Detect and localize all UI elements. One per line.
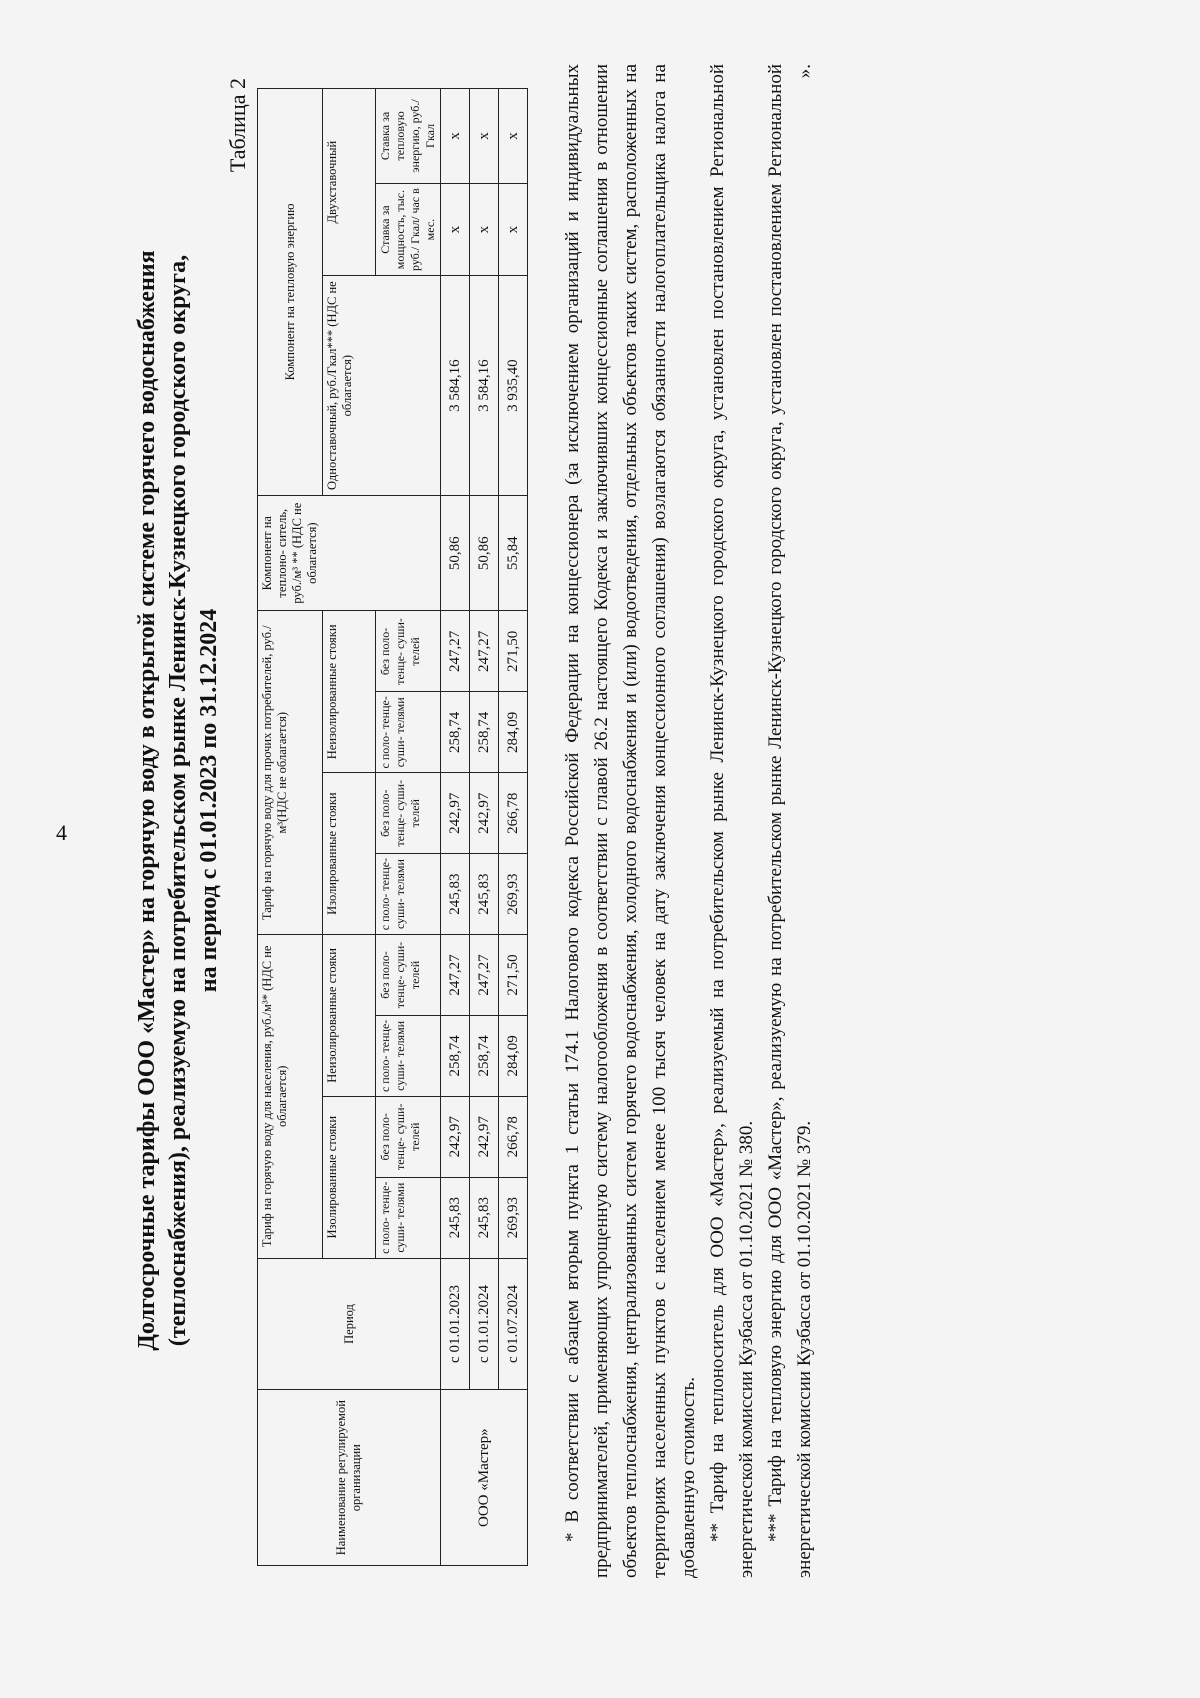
header-oth-nonins-with: с поло- тенце- суши- телями xyxy=(376,692,441,773)
header-single-rate: Одноставочный, руб./Гкал*** (НДС не облагается) xyxy=(323,276,441,496)
value-cell: 284,09 xyxy=(499,692,528,773)
footnote-carrier: ** Тариф на теплоноситель для ООО «Мастер», реализуемый на потребительском рынке Ленинск-Кузнецкого городского округа, установлен постановлением Региональной энергетической комиссии Кузбасса от 01.10.2021 № 380. xyxy=(707,64,757,1578)
table-row xyxy=(470,89,499,1566)
value-cell: 242,97 xyxy=(441,1096,470,1177)
document-title xyxy=(132,58,225,1578)
header-oth-nonins-without: без поло- тенце- суши- телей xyxy=(376,611,441,692)
value-cell: 258,74 xyxy=(470,692,499,773)
value-cell: 247,27 xyxy=(441,611,470,692)
value-cell: 242,97 xyxy=(470,1096,499,1177)
header-oth-non-insulated: Неизолированные стояки xyxy=(323,611,376,773)
period-cell: с 01.01.2023 xyxy=(441,1258,470,1390)
footnote-energy-text: *** Тариф на тепловую энергию для ООО «Мастер», реализуемую на потребительском рынке Ленинск-Кузнецкого городского округа, установлен постановлением Региональной энергетической комиссии Кузбасса от 01.10.2021 № 379. xyxy=(765,64,815,1578)
header-period: Период xyxy=(258,1258,441,1390)
value-cell: 247,27 xyxy=(441,935,470,1016)
header-oth-insulated: Изолированные стояки xyxy=(323,773,376,935)
header-pop-ins-with: с поло- тенце- суши- телями xyxy=(376,1177,441,1258)
period-cell: с 01.07.2024 xyxy=(499,1258,528,1390)
title-line-2: (теплоснабжения), реализуемую на потребительском рынке Ленинск-Кузнецкого городского округа, xyxy=(165,254,191,1347)
value-cell: 258,74 xyxy=(441,692,470,773)
header-oth-ins-with: с поло- тенце- суши- телями xyxy=(376,854,441,935)
value-cell: 245,83 xyxy=(470,854,499,935)
period-cell: с 01.01.2024 xyxy=(470,1258,499,1390)
closing-quote: ». xyxy=(794,64,815,79)
header-other-tariff: Тариф на горячую воду для прочих потребителей, руб./м³(НДС не облагается) xyxy=(258,611,323,935)
value-cell: 271,50 xyxy=(499,935,528,1016)
header-pop-nonins-with: с поло- тенце- суши- телями xyxy=(376,1015,441,1096)
value-cell: 50,86 xyxy=(441,495,470,611)
header-energy-rate: Ставка за тепловую энергию, руб./Гкал xyxy=(376,89,441,184)
value-cell: 242,97 xyxy=(470,773,499,854)
value-cell: х xyxy=(441,183,470,275)
value-cell: 266,78 xyxy=(499,773,528,854)
page-number: 4 xyxy=(56,820,67,845)
header-carrier-component: Компонент на теплоно- ситель, руб./м³ ** (НДС не облагается) xyxy=(258,495,441,611)
table-row xyxy=(441,89,470,1566)
header-pop-ins-without: без поло- тенце- суши- телей xyxy=(376,1096,441,1177)
header-pop-non-insulated: Неизолированные стояки xyxy=(323,935,376,1097)
value-cell: 284,09 xyxy=(499,1015,528,1096)
title-line-1: Долгосрочные тарифы ООО «Мастер» на горячую воду в открытой системе горячего водоснабжения xyxy=(134,250,160,1351)
footnote-energy xyxy=(761,64,819,1578)
value-cell: 3 584,16 xyxy=(470,276,499,496)
value-cell: 258,74 xyxy=(470,1015,499,1096)
header-oth-ins-without: без поло- тенце- суши- телей xyxy=(376,773,441,854)
header-population-tariff: Тариф на горячую воду для населения, руб./м³* (НДС не облагается) xyxy=(258,935,323,1259)
footnotes xyxy=(558,58,819,1578)
value-cell: 245,83 xyxy=(441,1177,470,1258)
value-cell: 269,93 xyxy=(499,854,528,935)
header-pop-insulated: Изолированные стояки xyxy=(323,1096,376,1258)
value-cell: 245,83 xyxy=(441,854,470,935)
rotated-document-content xyxy=(36,58,1146,1578)
header-org: Наименование регулируемой организации xyxy=(258,1390,441,1566)
value-cell: 258,74 xyxy=(441,1015,470,1096)
value-cell: 247,27 xyxy=(470,935,499,1016)
header-capacity-rate: Ставка за мощность, тыс. руб./ Гкал/ час в мес. xyxy=(376,183,441,275)
value-cell: х xyxy=(499,183,528,275)
value-cell: 245,83 xyxy=(470,1177,499,1258)
header-pop-nonins-without: без поло- тенце- суши- телей xyxy=(376,935,441,1016)
value-cell: 3 935,40 xyxy=(499,276,528,496)
table-caption: Таблица 2 xyxy=(225,78,250,173)
org-name-cell: ООО «Мастер» xyxy=(441,1390,528,1566)
footnote-vat: * В соответствии с абзацем вторым пункта 1 статьи 174.1 Налогового кодекса Российской Федерации на концессионера (за исключением организаций и индивидуальных предпринимателей, применяющих упрощенную систему налогообложения в соответствии с главой 26.2 настоящего Кодекса и заключивших концессионные соглашения в отношении объектов теплоснабжения, централизованных систем горячего водоснабжения, холодного водоснабжения и (или) водоотведения, отдельных объектов таких систем, расположенных на территориях населенных пунктов с населением менее 100 тысяч человек на дату заключения концессионного соглашения) возлагаются обязанности налогоплательщика налога на добавленную стоимость. xyxy=(562,64,699,1578)
header-two-rate: Двухставочный xyxy=(323,89,376,276)
tariff-table xyxy=(257,88,528,1566)
header-energy-component: Компонент на тепловую энергию xyxy=(258,89,323,496)
value-cell: 247,27 xyxy=(470,611,499,692)
value-cell: х xyxy=(470,89,499,184)
value-cell: 55,84 xyxy=(499,495,528,611)
value-cell: х xyxy=(499,89,528,184)
value-cell: 269,93 xyxy=(499,1177,528,1258)
value-cell: х xyxy=(441,89,470,184)
value-cell: 50,86 xyxy=(470,495,499,611)
value-cell: 242,97 xyxy=(441,773,470,854)
title-line-3: на период с 01.01.2023 по 31.12.2024 xyxy=(196,608,222,993)
value-cell: х xyxy=(470,183,499,275)
value-cell: 266,78 xyxy=(499,1096,528,1177)
value-cell: 3 584,16 xyxy=(441,276,470,496)
table-row xyxy=(499,89,528,1566)
value-cell: 271,50 xyxy=(499,611,528,692)
